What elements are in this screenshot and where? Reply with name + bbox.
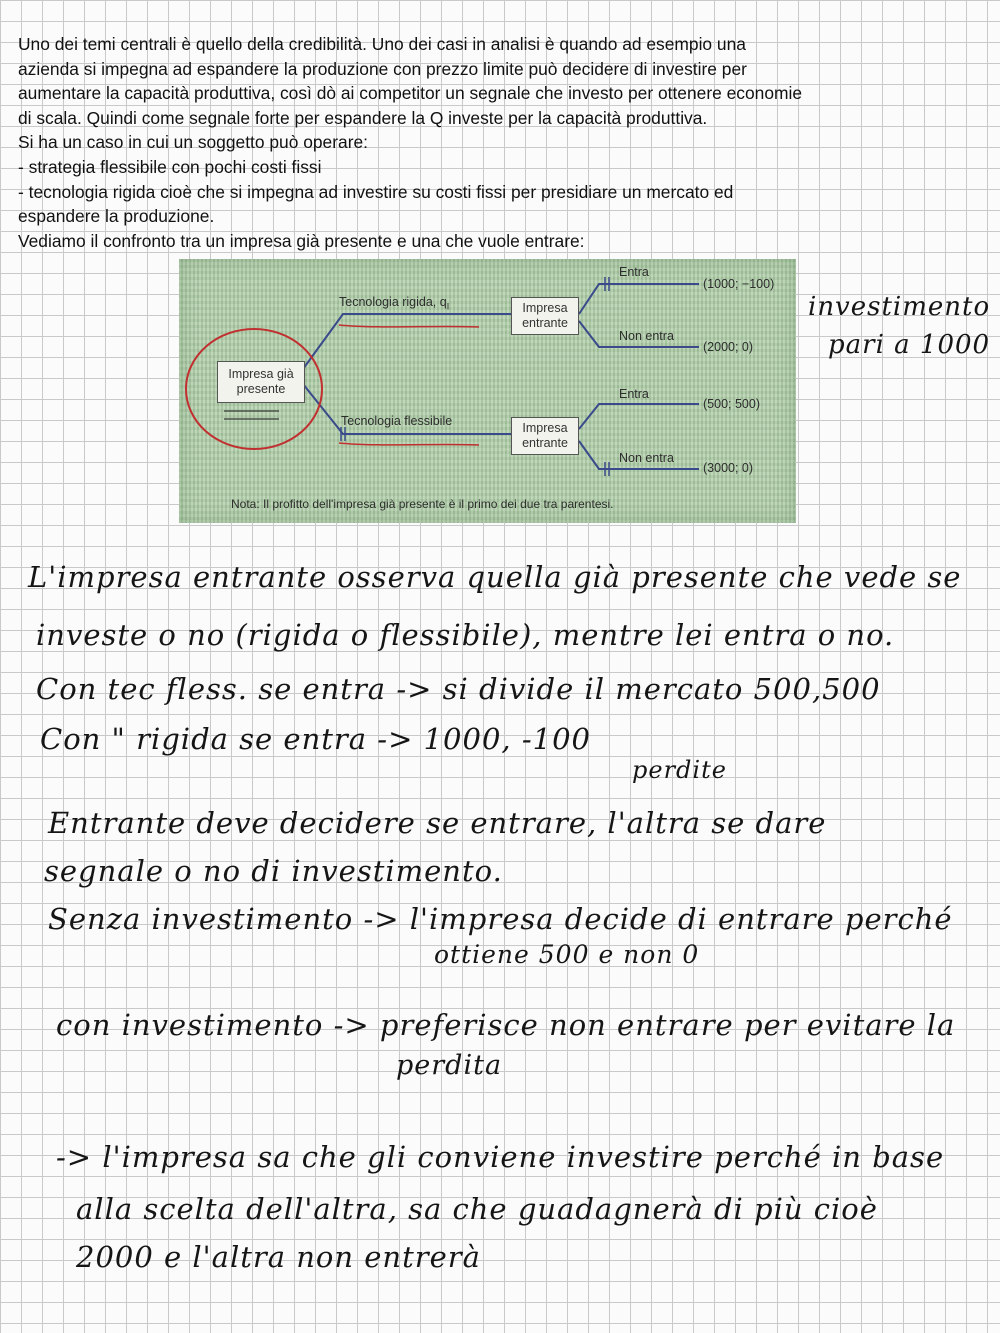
not-enter-label-rigid: Non entra bbox=[619, 329, 674, 343]
payoff-rigid-enter: (1000; −100) bbox=[703, 277, 775, 291]
rigid-tech-label bbox=[339, 295, 449, 312]
handwritten-line: Con " rigida se entra -> 1000, -100 bbox=[40, 722, 591, 756]
handwritten-line: Con tec fless. se entra -> si divide il mercato 500,500 bbox=[36, 672, 881, 706]
payoff-flex-enter: (500; 500) bbox=[703, 397, 760, 411]
side-note-line: pari a 1000 bbox=[828, 330, 991, 360]
handwritten-line: ottiene 500 e non 0 bbox=[434, 940, 700, 969]
side-note-line: investimento bbox=[808, 292, 991, 322]
entrant-node-flexible: Impresa entrante bbox=[511, 417, 579, 455]
text-line: azienda si impegna ad espandere la produzione con prezzo limite può decidere di investire per bbox=[18, 58, 747, 79]
handwritten-line: perdita bbox=[396, 1050, 503, 1081]
handwritten-line: perdite bbox=[632, 756, 727, 784]
text-line: Vediamo il confronto tra un impresa già presente e una che vuole entrare: bbox=[18, 230, 585, 251]
handwritten-line: alla scelta dell'altra, sa che guadagnerà di più cioè bbox=[76, 1192, 878, 1226]
incumbent-firm-node: Impresa già presente bbox=[217, 361, 305, 403]
game-tree-figure bbox=[179, 259, 796, 523]
enter-label-flexible: Entra bbox=[619, 387, 649, 401]
handwritten-line: investe o no (rigida o flessibile), mentre lei entra o no. bbox=[36, 618, 895, 652]
text-line: - strategia flessibile con pochi costi fissi bbox=[18, 156, 322, 177]
handwritten-line: segnale o no di investimento. bbox=[44, 854, 503, 888]
rigid-tech-text: Tecnologia rigida, q bbox=[339, 295, 447, 309]
handwritten-line: con investimento -> preferisce non entrare per evitare la bbox=[56, 1008, 956, 1042]
flexible-tech-label: Tecnologia flessibile bbox=[341, 414, 453, 428]
handwritten-line: L'impresa entrante osserva quella già presente che vede se bbox=[28, 560, 962, 594]
text-line: espandere la produzione. bbox=[18, 206, 215, 227]
not-enter-label-flexible: Non entra bbox=[619, 451, 674, 465]
figure-note: Nota: Il profitto dell'impresa già presente è il primo dei due tra parentesi. bbox=[231, 497, 614, 511]
text-line: - tecnologia rigida cioè che si impegna ad investire su costi fissi per presidiare un mercato ed bbox=[18, 181, 734, 202]
enter-label-rigid: Entra bbox=[619, 265, 649, 279]
text-line: Si ha un caso in cui un soggetto può operare: bbox=[18, 132, 368, 153]
typed-paragraph bbox=[18, 32, 993, 253]
text-line: aumentare la capacità produttiva, così dò ai competitor un segnale che investo per ottenere economie bbox=[18, 83, 803, 104]
handwritten-line: 2000 e l'altra non entrerà bbox=[76, 1240, 481, 1274]
payoff-rigid-not-enter: (2000; 0) bbox=[703, 340, 754, 354]
handwritten-line: -> l'impresa sa che gli conviene investire perché in base bbox=[56, 1140, 945, 1174]
handwritten-line: Senza investimento -> l'impresa decide di entrare perché bbox=[48, 902, 953, 936]
text-line: Uno dei temi centrali è quello della credibilità. Uno dei casi in analisi è quando ad esempio una bbox=[18, 34, 746, 54]
payoff-flex-not-enter: (3000; 0) bbox=[703, 461, 754, 475]
rigid-tech-subscript: I bbox=[446, 301, 450, 312]
text-line: di scala. Quindi come segnale forte per espandere la Q investe per la capacità produttiva. bbox=[18, 107, 708, 128]
entrant-node-rigid: Impresa entrante bbox=[511, 297, 579, 335]
handwritten-line: Entrante deve decidere se entrare, l'altra se dare bbox=[48, 806, 827, 840]
